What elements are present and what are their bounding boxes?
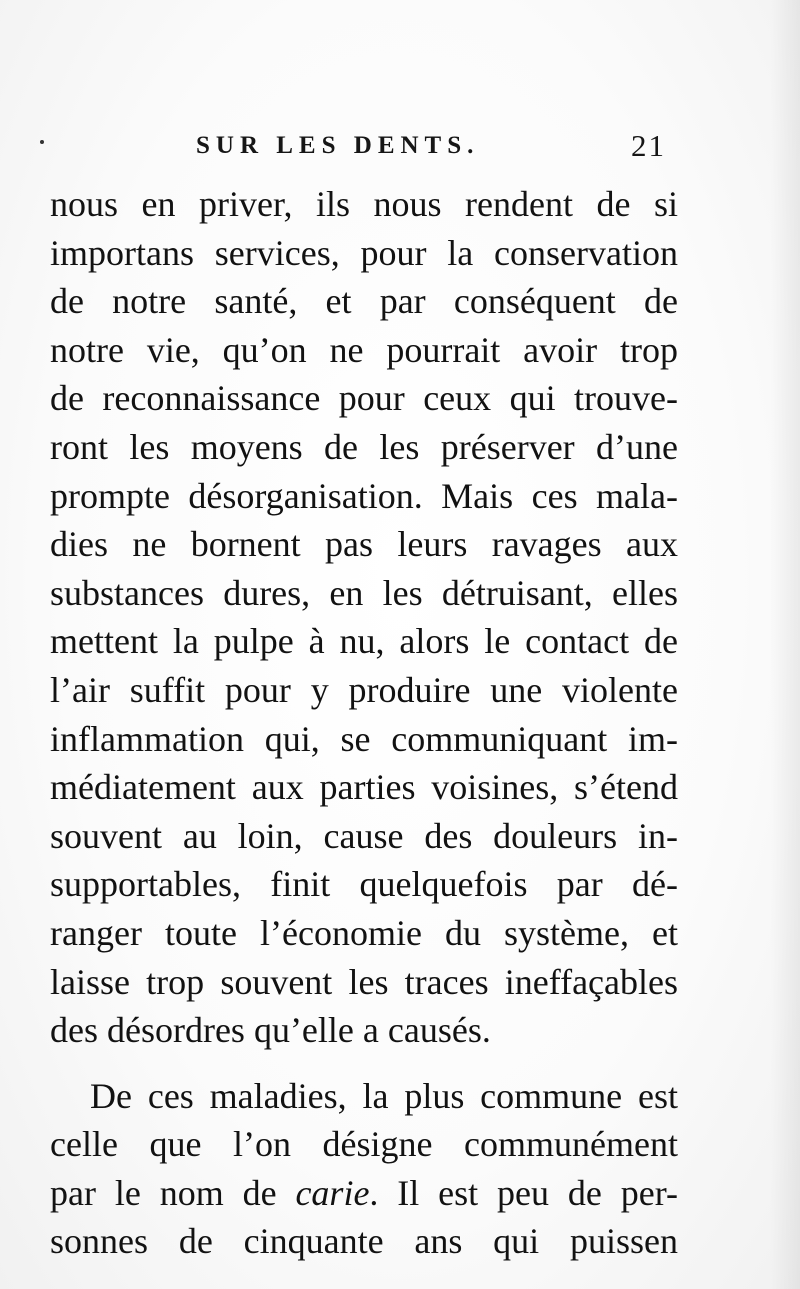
text-line: laisse trop souvent les traces ineffaçables xyxy=(50,961,678,1002)
ink-speck xyxy=(40,140,44,144)
paragraph-2 xyxy=(50,1072,678,1266)
text-line: importans services, pour la conservation xyxy=(50,232,678,273)
text-line: mettent la pulpe à nu, alors le contact de xyxy=(50,621,678,662)
body-text xyxy=(50,180,678,1266)
page-edge-shadow xyxy=(770,0,800,1289)
running-head: SUR LES DENTS. xyxy=(196,132,480,159)
text-line: De ces maladies, la plus commune est xyxy=(90,1075,678,1116)
text-line: de notre santé, et par conséquent de xyxy=(50,281,678,322)
text-line: prompte désorganisation. Mais ces mala- xyxy=(50,475,678,516)
page-number: 21 xyxy=(631,128,666,163)
text-line: celle que l’on désigne communément xyxy=(50,1124,678,1165)
text-line: l’air suffit pour y produire une violente xyxy=(50,669,678,710)
page-header xyxy=(196,128,666,168)
text-line: souvent au loin, cause des douleurs in- xyxy=(50,815,678,856)
paragraph-1 xyxy=(50,180,678,1055)
text-line: dies ne bornent pas leurs ravages aux xyxy=(50,524,678,565)
text-line: médiatement aux parties voisines, s’étend xyxy=(50,767,678,808)
text-line: des désordres qu’elle a causés. xyxy=(50,1010,491,1051)
text-line: sonnes de cinquante ans qui puissen xyxy=(50,1221,678,1262)
text-line: nous en priver, ils nous rendent de si xyxy=(50,184,678,224)
text-line: inflammation qui, se communiquant im- xyxy=(50,718,678,759)
text-line: ranger toute l’économie du système, et xyxy=(50,912,678,953)
text-line: supportables, finit quelquefois par dé- xyxy=(50,864,678,905)
text-line: de reconnaissance pour ceux qui trouve- xyxy=(50,378,678,419)
text-line: ront les moyens de les préserver d’une xyxy=(50,426,678,467)
text-line: par le nom de carie. Il est peu de per- xyxy=(50,1172,678,1213)
text-line: substances dures, en les détruisant, elles xyxy=(50,572,678,613)
text-line: notre vie, qu’on ne pourrait avoir trop xyxy=(50,329,678,370)
paragraph-gap xyxy=(50,1055,678,1072)
